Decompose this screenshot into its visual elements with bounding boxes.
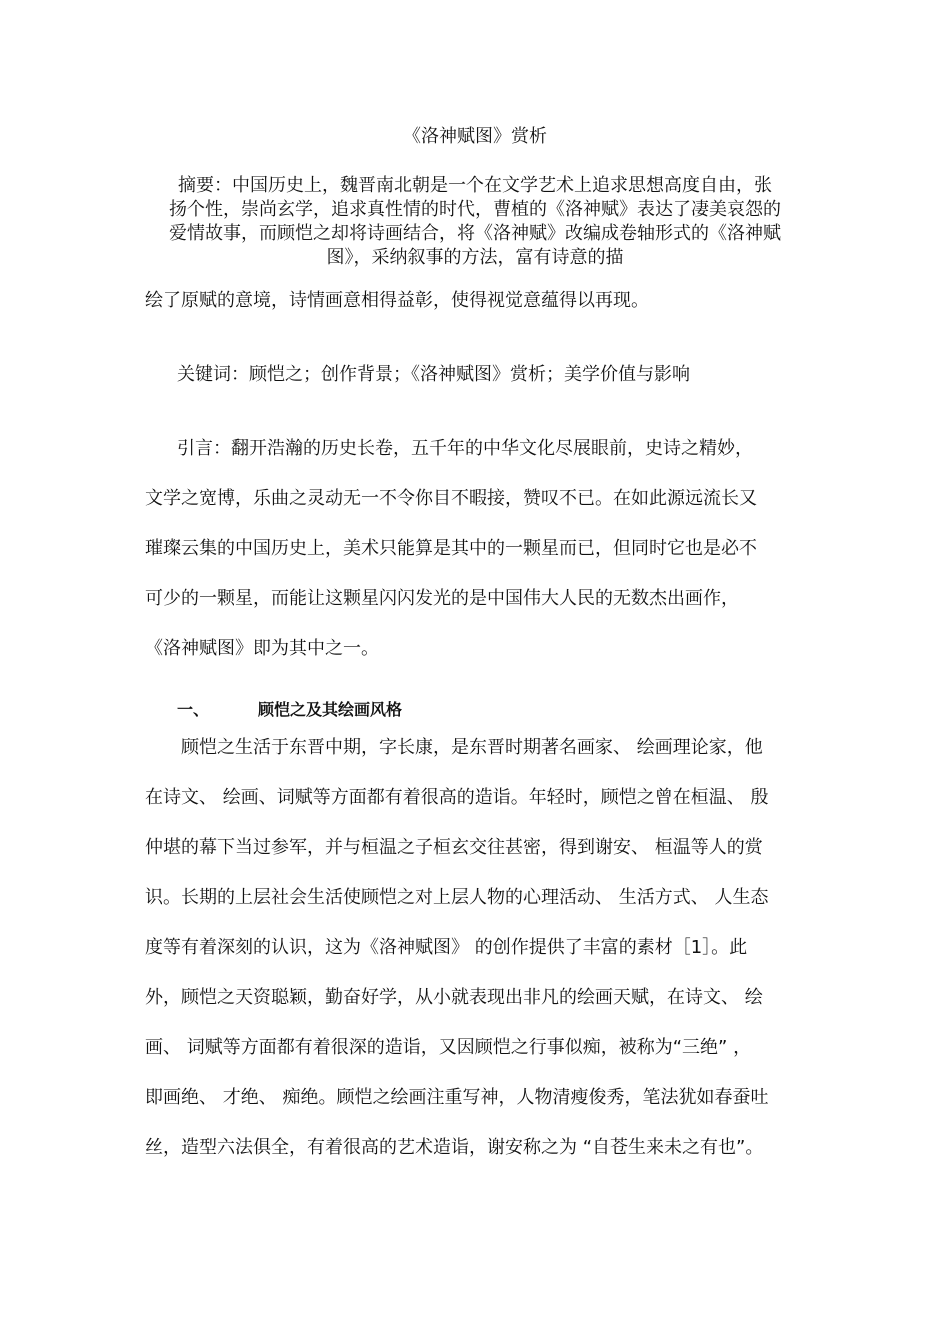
abstract-continuation: 绘了原赋的意境，诗情画意相得益彰，使得视觉意蕴得以再现。	[145, 290, 649, 311]
intro-line: 可少的一颗星，而能让这颗星闪闪发光的是中国伟大人民的无数杰出画作，	[145, 588, 739, 609]
intro-line: 璀璨云集的中国历史上，美术只能算是其中的一颗星而已，但同时它也是必不	[145, 538, 757, 559]
body-line: 识。长期的上层社会生活使顾恺之对上层人物的心理活动、 生活方式、 人生态	[145, 887, 769, 908]
body-line: 外，顾恺之天资聪颖，勤奋好学，从小就表现出非凡的绘画天赋，在诗文、 绘	[145, 987, 763, 1008]
body-line: 顾恺之生活于东晋中期，字长康，是东晋时期著名画家、 绘画理论家，他	[181, 737, 763, 758]
section-number: 一、	[177, 700, 210, 719]
intro-line: 文学之宽博，乐曲之灵动无一不令你目不暇接，赞叹不已。在如此源远流长又	[145, 488, 757, 509]
section-heading-text: 顾恺之及其绘画风格	[258, 700, 403, 719]
abstract-line: 爱情故事，而顾恺之却将诗画结合，将《洛神赋》改编成卷轴形式的《洛神赋	[169, 223, 781, 244]
body-line: 画、 词赋等方面都有着很深的造诣，又因顾恺之行事似痴，被称为“三绝” ，	[145, 1037, 752, 1058]
abstract	[145, 174, 805, 270]
intro-line: 《洛神赋图》即为其中之一。	[145, 638, 379, 659]
body-line: 丝，造型六法俱全，有着很高的艺术造诣，谢安称之为 “自苍生来未之有也”。	[145, 1137, 764, 1158]
body-line: 在诗文、 绘画、词赋等方面都有着很高的造诣。年轻时，顾恺之曾在桓温、 殷	[145, 787, 769, 808]
abstract-line: 图》，采纳叙事的方法，富有诗意的描	[326, 247, 624, 268]
intro-line: 引言：翻开浩瀚的历史长卷，五千年的中华文化尽展眼前，史诗之精妙，	[177, 438, 753, 459]
document-title: 《洛神赋图》赏析	[403, 126, 547, 147]
abstract-line: 摘要：中国历史上，魏晋南北朝是一个在文学艺术上追求思想高度自由，张	[178, 175, 772, 196]
section-heading	[177, 697, 402, 723]
body-line: 度等有着深刻的认识，这为《洛神赋图》 的创作提供了丰富的素材［1］。此	[145, 937, 748, 958]
keywords: 关键词：顾恺之；创作背景；《洛神赋图》赏析；美学价值与影响	[177, 364, 690, 385]
body-line: 即画绝、 才绝、 痴绝。顾恺之绘画注重写神，人物清瘦俊秀，笔法犹如春蚕吐	[145, 1087, 769, 1108]
body-line: 仲堪的幕下当过参军，并与桓温之子桓玄交往甚密，得到谢安、 桓温等人的赏	[145, 837, 763, 858]
abstract-line: 扬个性，崇尚玄学，追求真性情的时代，曹植的《洛神赋》表达了凄美哀怨的	[169, 199, 781, 220]
